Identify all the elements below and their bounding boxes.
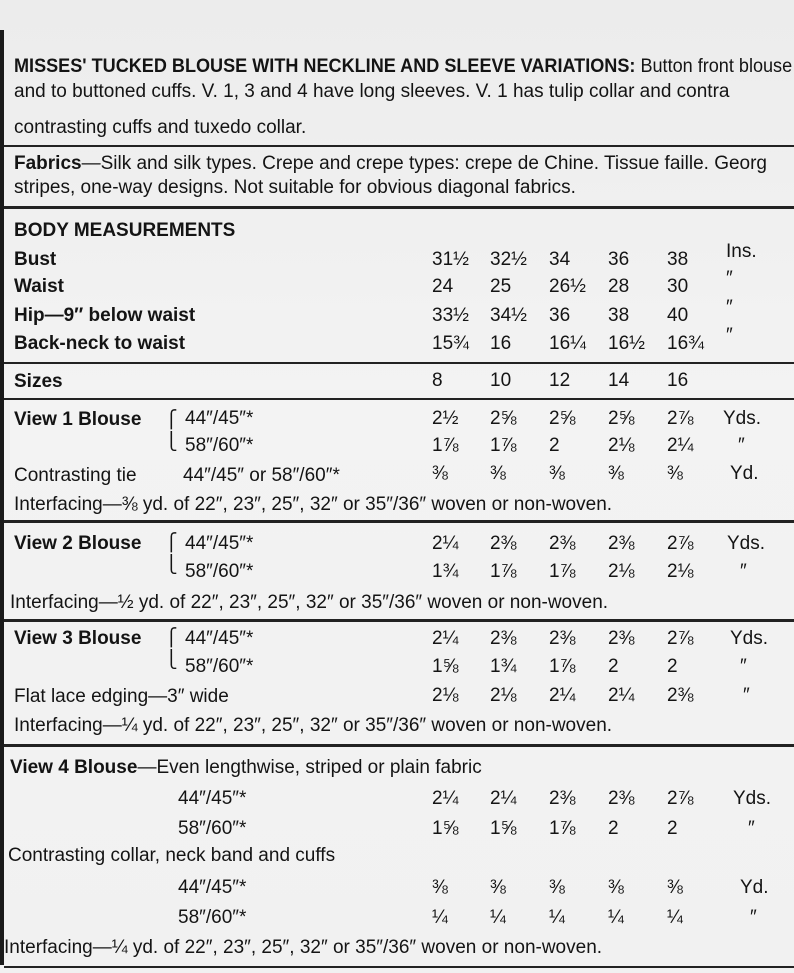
yardage-value: 2⅜ xyxy=(490,533,517,554)
divider xyxy=(4,744,794,747)
brace-icon: ⎩ xyxy=(165,650,178,670)
yardage-value: 1⅞ xyxy=(549,561,576,582)
divider xyxy=(4,206,794,209)
yardage-value: 2⅞ xyxy=(667,628,694,649)
yardage-value: 1⅞ xyxy=(549,818,576,839)
yardage-value: ⅜ xyxy=(667,463,683,484)
view-2-interfacing: Interfacing—½ yd. of 22″, 23″, 25″, 32″ or 35″/36″ woven or non-woven. xyxy=(10,592,609,613)
sizes-label: Sizes xyxy=(14,371,63,392)
yardage-value: 2⅞ xyxy=(667,408,694,429)
contrasting-tie-label: Contrasting tie xyxy=(14,465,137,486)
unit-label: ″ xyxy=(740,656,747,677)
unit-label: Yd. xyxy=(740,877,769,898)
yardage-value: 1¾ xyxy=(432,561,459,582)
unit-label: ″ xyxy=(726,297,733,318)
yardage-value: 2¼ xyxy=(608,685,635,706)
measurement-label: Hip—9″ below waist xyxy=(14,305,196,326)
measurement-value: 26½ xyxy=(549,276,586,297)
yardage-value: ⅜ xyxy=(432,877,448,898)
yardage-value: 2⅞ xyxy=(667,788,694,809)
fabric-width: 58″/60″* xyxy=(178,818,247,839)
yardage-value: ⅜ xyxy=(667,877,683,898)
view-3-interfacing: Interfacing—¼ yd. of 22″, 23″, 25″, 32″ or 35″/36″ woven or non-woven. xyxy=(14,715,613,736)
yardage-value: 2⅜ xyxy=(667,685,694,706)
view-4-description: —Even lengthwise, striped or plain fabric xyxy=(137,757,482,778)
fabric-width: 58″/60″* xyxy=(185,656,254,677)
fabric-width: 44″/45″* xyxy=(185,628,254,649)
yardage-value: 2 xyxy=(667,818,678,839)
pattern-title: MISSES' TUCKED BLOUSE WITH NECKLINE AND SLEEVE VARIATIONS: xyxy=(14,56,636,77)
measurement-value: 15¾ xyxy=(432,333,469,354)
fabrics-line-2: stripes, one-way designs. Not suitable for obvious diagonal fabrics. xyxy=(14,177,576,198)
yardage-value: 2⅛ xyxy=(608,435,635,456)
yardage-value: ⅜ xyxy=(490,877,506,898)
contrasting-collar-label: Contrasting collar, neck band and cuffs xyxy=(8,845,336,866)
yardage-value: 2 xyxy=(608,818,619,839)
fabrics-text: —Silk and silk types. Crepe and crepe types: crepe de Chine. Tissue faille. Georg xyxy=(81,153,767,174)
yardage-value: 1⅞ xyxy=(549,656,576,677)
divider xyxy=(4,398,794,400)
divider xyxy=(4,966,794,968)
measurement-value: 16½ xyxy=(608,333,645,354)
unit-label: ″ xyxy=(748,818,755,839)
yardage-value: ⅜ xyxy=(608,877,624,898)
fabric-width: 58″/60″* xyxy=(185,561,254,582)
yardage-value: 2⅜ xyxy=(608,533,635,554)
measurement-value: 32½ xyxy=(490,249,527,270)
yardage-value: 1¾ xyxy=(490,656,517,677)
yardage-value: ¼ xyxy=(490,907,506,928)
divider xyxy=(4,619,794,622)
unit-label: Ins. xyxy=(726,241,757,262)
pattern-description-start: Button front blouse xyxy=(635,56,793,77)
size-value: 8 xyxy=(432,370,443,391)
fabrics-label: Fabrics xyxy=(14,153,82,174)
unit-label: Yds. xyxy=(733,788,772,809)
measurement-label: Back-neck to waist xyxy=(14,333,186,354)
measurement-value: 34 xyxy=(549,249,571,270)
size-value: 14 xyxy=(608,370,630,391)
brace-icon: ⎧ xyxy=(165,410,178,430)
unit-label: ″ xyxy=(750,907,757,928)
yardage-value: ⅜ xyxy=(549,877,565,898)
fabrics-line-1 xyxy=(14,153,767,175)
brace-icon: ⎩ xyxy=(165,432,178,452)
measurement-value: 38 xyxy=(608,305,630,326)
unit-label: ″ xyxy=(738,435,745,456)
divider xyxy=(4,520,794,523)
yardage-value: 2¼ xyxy=(432,788,459,809)
measurement-value: 16¾ xyxy=(667,333,704,354)
fabric-width: 58″/60″* xyxy=(185,435,254,456)
view-1-interfacing: Interfacing—⅜ yd. of 22″, 23″, 25″, 32″ or 35″/36″ woven or non-woven. xyxy=(14,494,613,515)
yardage-value: 2⅜ xyxy=(490,628,517,649)
yardage-value: ¼ xyxy=(549,907,565,928)
yardage-value: 1⅞ xyxy=(432,435,459,456)
yardage-value: 2 xyxy=(608,656,619,677)
body-measurements-title: BODY MEASUREMENTS xyxy=(14,220,236,241)
unit-label: Yds. xyxy=(723,408,762,429)
yardage-value: 2⅛ xyxy=(667,561,694,582)
contrasting-tie-fabric: 44″/45″ or 58″/60″* xyxy=(183,465,340,486)
unit-label: ″ xyxy=(740,561,747,582)
divider xyxy=(4,362,794,364)
unit-label: Yd. xyxy=(730,463,759,484)
measurement-value: 16¼ xyxy=(549,333,586,354)
brace-icon: ⎧ xyxy=(165,628,178,648)
measurement-value: 38 xyxy=(667,249,689,270)
fabric-width: 44″/45″* xyxy=(185,533,254,554)
yardage-value: 1⅞ xyxy=(490,435,517,456)
left-border xyxy=(0,30,4,965)
view-4-interfacing: Interfacing—¼ yd. of 22″, 23″, 25″, 32″ or 35″/36″ woven or non-woven. xyxy=(4,937,603,958)
measurement-value: 28 xyxy=(608,276,630,297)
measurement-label: Bust xyxy=(14,249,57,270)
yardage-value: 2¼ xyxy=(667,435,694,456)
yardage-value: 2¼ xyxy=(432,533,459,554)
lace-edging-label: Flat lace edging—3″ wide xyxy=(14,686,229,707)
fabric-width: 44″/45″* xyxy=(178,877,247,898)
view-4-heading xyxy=(10,757,482,779)
unit-label: ″ xyxy=(726,325,733,346)
yardage-value: ¼ xyxy=(667,907,683,928)
view-2-label: View 2 Blouse xyxy=(14,533,142,554)
yardage-value: ⅜ xyxy=(549,463,565,484)
view-1-label: View 1 Blouse xyxy=(14,409,142,430)
fabric-width: 44″/45″* xyxy=(178,788,247,809)
measurement-value: 16 xyxy=(490,333,512,354)
yardage-value: 2 xyxy=(667,656,678,677)
yardage-value: 2¼ xyxy=(549,685,576,706)
measurement-value: 40 xyxy=(667,305,689,326)
yardage-value: 2⅛ xyxy=(490,685,517,706)
measurement-value: 36 xyxy=(549,305,571,326)
size-value: 16 xyxy=(667,370,689,391)
yardage-value: 2⅛ xyxy=(608,561,635,582)
measurement-value: 30 xyxy=(667,276,689,297)
brace-icon: ⎧ xyxy=(165,533,178,553)
yardage-value: 2⅜ xyxy=(549,533,576,554)
yardage-value: 2⅝ xyxy=(490,408,517,429)
measurement-value: 24 xyxy=(432,276,454,297)
unit-label: ″ xyxy=(743,685,750,706)
brace-icon: ⎩ xyxy=(165,555,178,575)
yardage-value: 1⅝ xyxy=(432,656,459,677)
measurement-value: 36 xyxy=(608,249,630,270)
size-value: 10 xyxy=(490,370,512,391)
size-value: 12 xyxy=(549,370,571,391)
unit-label: Yds. xyxy=(730,628,769,649)
yardage-value: 1⅝ xyxy=(490,818,517,839)
unit-label: ″ xyxy=(726,268,733,289)
yardage-value: 2 xyxy=(549,435,560,456)
view-4-label: View 4 Blouse xyxy=(10,757,138,778)
yardage-value: ⅜ xyxy=(608,463,624,484)
view-3-label: View 3 Blouse xyxy=(14,628,142,649)
yardage-value: 2⅜ xyxy=(549,628,576,649)
unit-label: Yds. xyxy=(727,533,766,554)
yardage-value: ¼ xyxy=(608,907,624,928)
measurement-value: 34½ xyxy=(490,305,527,326)
yardage-value: ⅜ xyxy=(490,463,506,484)
yardage-value: 2⅝ xyxy=(608,408,635,429)
pattern-description-line-1 xyxy=(14,56,792,78)
yardage-value: 2⅛ xyxy=(432,685,459,706)
measurement-value: 25 xyxy=(490,276,512,297)
measurement-value: 31½ xyxy=(432,249,469,270)
yardage-value: 2⅝ xyxy=(549,408,576,429)
yardage-value: 2¼ xyxy=(490,788,517,809)
yardage-value: 2⅜ xyxy=(549,788,576,809)
fabric-width: 44″/45″* xyxy=(185,408,254,429)
pattern-description-line-2: and to buttoned cuffs. V. 1, 3 and 4 have long sleeves. V. 1 has tulip collar and contra xyxy=(14,81,730,102)
divider xyxy=(4,145,794,147)
yardage-value: 1⅞ xyxy=(490,561,517,582)
yardage-value: 2½ xyxy=(432,408,459,429)
yardage-value: 2¼ xyxy=(432,628,459,649)
yardage-value: 2⅜ xyxy=(608,788,635,809)
yardage-value: 1⅝ xyxy=(432,818,459,839)
yardage-value: ¼ xyxy=(432,907,448,928)
measurement-label: Waist xyxy=(14,276,64,297)
measurement-value: 33½ xyxy=(432,305,469,326)
pattern-description-line-3: contrasting cuffs and tuxedo collar. xyxy=(14,117,307,138)
yardage-value: 2⅞ xyxy=(667,533,694,554)
yardage-value: ⅜ xyxy=(432,463,448,484)
fabric-width: 58″/60″* xyxy=(178,907,247,928)
yardage-value: 2⅜ xyxy=(608,628,635,649)
